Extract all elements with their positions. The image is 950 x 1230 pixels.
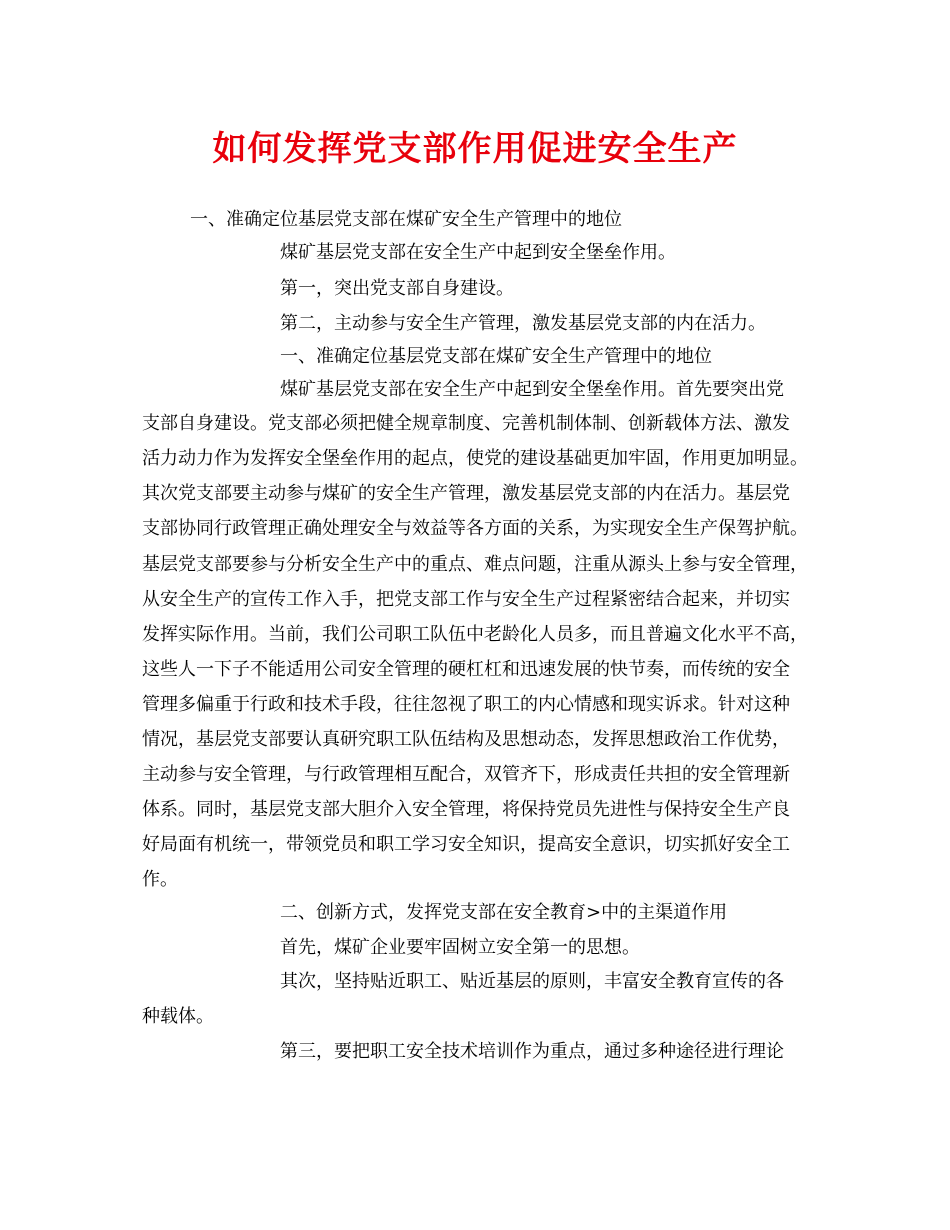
section-heading-repeat: 一、准确定位基层党支部在煤矿安全生产管理中的地位 xyxy=(280,346,712,367)
paragraph-line: 支部协同行政管理正确处理安全与效益等各方面的关系，为实现安全生产保驾护航。 xyxy=(142,518,808,539)
paragraph-line: 支部自身建设。党支部必须把健全规章制度、完善机制体制、创新载体方法、激发 xyxy=(142,413,790,434)
paragraph-line: 基层党支部要参与分析安全生产中的重点、难点问题，注重从源头上参与安全管理， xyxy=(142,554,808,575)
paragraph-line: 发挥实际作用。当前，我们公司职工队伍中老龄化人员多，而且普遍文化水平不高， xyxy=(142,624,808,645)
paragraph-line: 主动参与安全管理，与行政管理相互配合，双管齐下，形成责任共担的安全管理新 xyxy=(142,764,790,785)
paragraph-line: 种载体。 xyxy=(142,1006,214,1027)
paragraph-line: 从安全生产的宣传工作入手，把党支部工作与安全生产过程紧密结合起来，并切实 xyxy=(142,589,790,610)
paragraph-line: 第一，突出党支部自身建设。 xyxy=(280,278,514,299)
paragraph-line: 情况，基层党支部要认真研究职工队伍结构及思想动态，发挥思想政治工作优势， xyxy=(142,729,790,750)
paragraph-line: 第二，主动参与安全生产管理，激发基层党支部的内在活力。 xyxy=(280,313,766,334)
paragraph-line: 体系。同时，基层党支部大胆介入安全管理，将保持党员先进性与保持安全生产良 xyxy=(142,799,790,820)
paragraph-line: 其次党支部要主动参与煤矿的安全生产管理，激发基层党支部的内在活力。基层党 xyxy=(142,483,790,504)
paragraph-line: 煤矿基层党支部在安全生产中起到安全堡垒作用。首先要突出党 xyxy=(280,379,784,400)
paragraph-line: 管理多偏重于行政和技术手段，往往忽视了职工的内心情感和现实诉求。针对这种 xyxy=(142,694,790,715)
paragraph-line: 好局面有机统一，带领党员和职工学习安全知识，提高安全意识，切实抓好安全工 xyxy=(142,834,790,855)
section-heading-1: 一、准确定位基层党支部在煤矿安全生产管理中的地位 xyxy=(190,209,622,230)
paragraph-line: 首先，煤矿企业要牢固树立安全第一的思想。 xyxy=(280,937,640,958)
paragraph-line: 其次，坚持贴近职工、贴近基层的原则，丰富安全教育宣传的各 xyxy=(280,971,784,992)
paragraph-line: 这些人一下子不能适用公司安全管理的硬杠杠和迅速发展的快节奏，而传统的安全 xyxy=(142,659,790,680)
section-heading-2: 二、创新方式，发挥党支部在安全教育>中的主渠道作用 xyxy=(280,902,728,923)
paragraph-line: 第三，要把职工安全技术培训作为重点，通过多种途径进行理论 xyxy=(280,1041,784,1062)
paragraph-line: 煤矿基层党支部在安全生产中起到安全堡垒作用。 xyxy=(280,242,676,263)
document-title: 如何发挥党支部作用促进安全生产 xyxy=(212,129,738,169)
paragraph-line: 活力动力作为发挥安全堡垒作用的起点，使党的建设基础更加牢固，作用更加明显。 xyxy=(142,448,808,469)
paragraph-line: 作。 xyxy=(142,869,178,890)
